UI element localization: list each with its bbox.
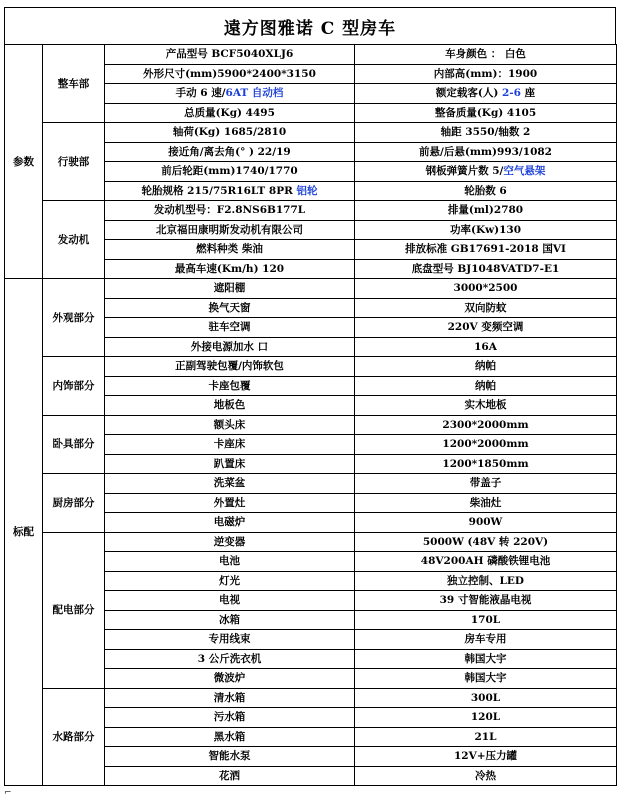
cell-text: 手动 6 速/ bbox=[175, 87, 226, 100]
equip-item-cell: 电池 bbox=[105, 552, 355, 572]
section-cell: 厨房部分 bbox=[43, 474, 105, 533]
cell-text: 燃料种类 柴油 bbox=[196, 243, 263, 256]
equip-item-cell: 污水箱 bbox=[105, 708, 355, 728]
equip-value-cell: 220V 变频空调 bbox=[355, 318, 617, 338]
equip-value-cell: 纳帕 bbox=[355, 357, 617, 377]
cell-text: 钢板弹簧片数 5/ bbox=[425, 165, 504, 178]
cell-text: 空气悬架 bbox=[503, 165, 546, 178]
table-row bbox=[5, 201, 617, 221]
cell-text: 产品型号 BCF5040XLJ6 bbox=[165, 48, 294, 61]
equip-value-cell: 1200*1850mm bbox=[355, 454, 617, 474]
equip-item-cell: 智能水泵 bbox=[105, 747, 355, 767]
equip-value-cell: 300L bbox=[355, 688, 617, 708]
spec-left-cell bbox=[105, 162, 355, 182]
spec-right-cell bbox=[355, 220, 617, 240]
equip-value-cell: 120L bbox=[355, 708, 617, 728]
equip-item-cell: 正副驾驶包覆/内饰软包 bbox=[105, 357, 355, 377]
cell-text: 2-6 bbox=[501, 87, 521, 100]
cell-text: 前悬/后悬(mm)993/1082 bbox=[419, 145, 552, 158]
spec-right-cell bbox=[355, 201, 617, 221]
spec-right-cell bbox=[355, 259, 617, 279]
equip-value-cell: 纳帕 bbox=[355, 376, 617, 396]
equip-value-cell: 带盖子 bbox=[355, 474, 617, 494]
equip-item-cell: 换气天窗 bbox=[105, 298, 355, 318]
cell-text: 6AT 自动档 bbox=[225, 87, 284, 100]
spec-left-cell bbox=[105, 123, 355, 143]
equip-value-cell: 48V200AH 磷酸铁锂电池 bbox=[355, 552, 617, 572]
equip-value-cell: 3000*2500 bbox=[355, 279, 617, 299]
spec-left-cell bbox=[105, 220, 355, 240]
table-row bbox=[5, 415, 617, 435]
category-cell-params: 参数 bbox=[5, 45, 43, 279]
cell-text: 接近角/离去角(° ) 22/19 bbox=[168, 145, 291, 158]
cell-text: 轮胎数 6 bbox=[464, 184, 507, 197]
spec-table bbox=[4, 44, 617, 786]
spec-right-cell bbox=[355, 64, 617, 84]
cell-text: 排量(ml)2780 bbox=[447, 204, 524, 217]
cell-text: 车身颜色 ： 白色 bbox=[445, 48, 526, 61]
cell-text: 功率(Kw)130 bbox=[449, 223, 522, 236]
equip-item-cell: 黑水箱 bbox=[105, 727, 355, 747]
cell-text: 总质量(Kg) 4495 bbox=[184, 106, 275, 119]
equip-item-cell: 电视 bbox=[105, 591, 355, 611]
table-row bbox=[5, 45, 617, 65]
cell-text: 最高车速(Km/h) 120 bbox=[174, 262, 285, 275]
equip-item-cell: 清水箱 bbox=[105, 688, 355, 708]
cell-text: 外形尺寸(mm)5900*2400*3150 bbox=[143, 67, 316, 80]
table-row bbox=[5, 279, 617, 299]
cell-text: 轴荷(Kg) 1685/2810 bbox=[172, 126, 287, 139]
cell-text: 轮胎规格 215/75R16LT 8PR bbox=[141, 184, 297, 197]
equip-value-cell: 2300*2000mm bbox=[355, 415, 617, 435]
equip-value-cell: 39 寸智能液晶电视 bbox=[355, 591, 617, 611]
table-row bbox=[5, 688, 617, 708]
equip-item-cell: 驻车空调 bbox=[105, 318, 355, 338]
cell-text: 底盘型号 BJ1048VATD7-E1 bbox=[411, 262, 560, 275]
section-cell: 卧具部分 bbox=[43, 415, 105, 474]
section-cell: 发动机 bbox=[43, 201, 105, 279]
equip-value-cell: 独立控制、LED bbox=[355, 571, 617, 591]
spec-left-cell bbox=[105, 142, 355, 162]
equip-item-cell: 外接电源加水 口 bbox=[105, 337, 355, 357]
equip-item-cell: 微波炉 bbox=[105, 669, 355, 689]
equip-item-cell: 遮阳棚 bbox=[105, 279, 355, 299]
spec-right-cell bbox=[355, 142, 617, 162]
equip-item-cell: 卡座床 bbox=[105, 435, 355, 455]
spec-right-cell bbox=[355, 103, 617, 123]
spec-right-cell bbox=[355, 162, 617, 182]
spec-right-cell bbox=[355, 45, 617, 65]
equip-value-cell: 1200*2000mm bbox=[355, 435, 617, 455]
equip-value-cell: 900W bbox=[355, 513, 617, 533]
section-cell: 内饰部分 bbox=[43, 357, 105, 416]
page-corner-mark: ⌐ bbox=[4, 788, 12, 798]
equip-value-cell: 柴油灶 bbox=[355, 493, 617, 513]
equip-value-cell: 170L bbox=[355, 610, 617, 630]
spec-left-cell bbox=[105, 103, 355, 123]
cell-text: 北京福田康明斯发动机有限公司 bbox=[156, 223, 303, 236]
equip-item-cell: 专用线束 bbox=[105, 630, 355, 650]
spec-left-cell bbox=[105, 45, 355, 65]
equip-item-cell: 额头床 bbox=[105, 415, 355, 435]
equip-value-cell: 12V+压力罐 bbox=[355, 747, 617, 767]
section-cell: 整车部 bbox=[43, 45, 105, 123]
equip-value-cell: 5000W (48V 转 220V) bbox=[355, 532, 617, 552]
equip-item-cell: 逆变器 bbox=[105, 532, 355, 552]
spec-left-cell bbox=[105, 181, 355, 201]
equip-item-cell: 灯光 bbox=[105, 571, 355, 591]
cell-text: 前后轮距(mm)1740/1770 bbox=[161, 165, 298, 178]
spec-left-cell bbox=[105, 240, 355, 260]
equip-value-cell: 双向防蚊 bbox=[355, 298, 617, 318]
section-cell: 水路部分 bbox=[43, 688, 105, 786]
spec-left-cell bbox=[105, 64, 355, 84]
spec-left-cell bbox=[105, 201, 355, 221]
spec-right-cell bbox=[355, 123, 617, 143]
equip-item-cell: 趴置床 bbox=[105, 454, 355, 474]
spec-right-cell bbox=[355, 240, 617, 260]
equip-item-cell: 电磁炉 bbox=[105, 513, 355, 533]
section-cell: 行驶部 bbox=[43, 123, 105, 201]
equip-item-cell: 卡座包覆 bbox=[105, 376, 355, 396]
cell-text: 铝轮 bbox=[296, 184, 318, 197]
spec-right-cell bbox=[355, 181, 617, 201]
table-row bbox=[5, 357, 617, 377]
equip-value-cell: 21L bbox=[355, 727, 617, 747]
table-row bbox=[5, 123, 617, 143]
spec-left-cell bbox=[105, 259, 355, 279]
cell-text: 整备质量(Kg) 4105 bbox=[434, 106, 537, 119]
spec-right-cell bbox=[355, 84, 617, 104]
cell-text: 座 bbox=[520, 87, 536, 100]
equip-item-cell: 冰箱 bbox=[105, 610, 355, 630]
equip-value-cell: 韩国大宇 bbox=[355, 649, 617, 669]
section-cell: 配电部分 bbox=[43, 532, 105, 688]
equip-item-cell: 3 公斤洗衣机 bbox=[105, 649, 355, 669]
document-title: 遠方图雅诺 C 型房车 bbox=[4, 7, 616, 44]
equip-item-cell: 花洒 bbox=[105, 766, 355, 786]
spec-sheet bbox=[4, 7, 616, 786]
category-cell-equip: 标配 bbox=[5, 279, 43, 786]
equip-value-cell: 冷热 bbox=[355, 766, 617, 786]
cell-text: 内部高(mm)：1900 bbox=[433, 67, 538, 80]
equip-value-cell: 韩国大宇 bbox=[355, 669, 617, 689]
equip-value-cell: 16A bbox=[355, 337, 617, 357]
cell-text: 排放标准 GB17691-2018 国VI bbox=[405, 243, 566, 256]
cell-text: 发动机型号：F2.8NS6B177L bbox=[153, 204, 306, 217]
spec-left-cell bbox=[105, 84, 355, 104]
equip-value-cell: 实木地板 bbox=[355, 396, 617, 416]
table-row bbox=[5, 474, 617, 494]
equip-item-cell: 地板色 bbox=[105, 396, 355, 416]
cell-text: 轴距 3550/轴数 2 bbox=[440, 126, 531, 139]
table-row bbox=[5, 532, 617, 552]
section-cell: 外观部分 bbox=[43, 279, 105, 357]
cell-text: 额定载客(人) bbox=[435, 87, 502, 100]
equip-item-cell: 外置灶 bbox=[105, 493, 355, 513]
equip-item-cell: 洗菜盆 bbox=[105, 474, 355, 494]
equip-value-cell: 房车专用 bbox=[355, 630, 617, 650]
